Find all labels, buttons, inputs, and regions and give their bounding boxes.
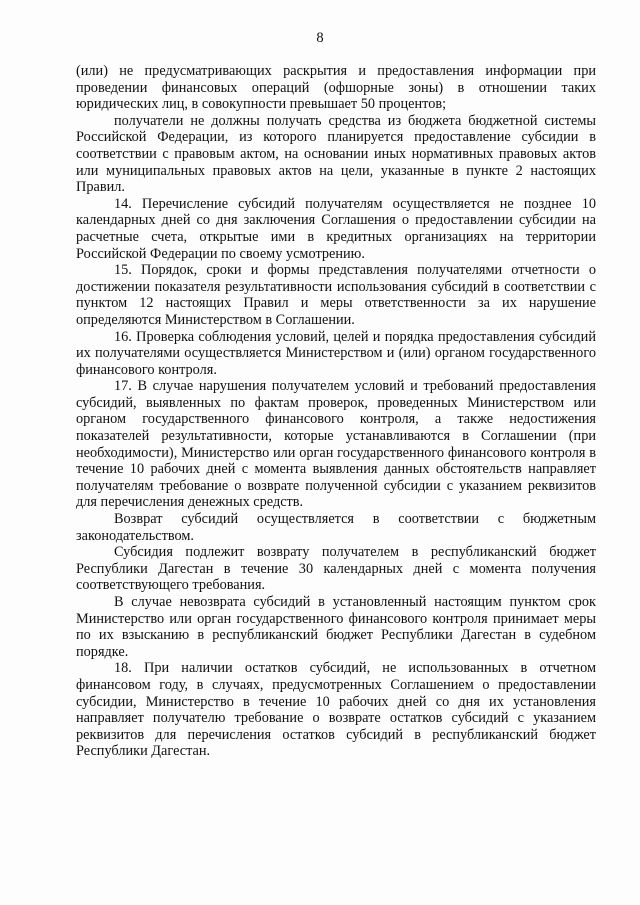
paragraph-17: 17. В случае нарушения получателем условий и требований предоставления субсидий, выявленных по фактам проверок, проведенных Министерством или органом государственного финансового контроля, а также недостижения показателей результативности, которые устанавливаются в Соглашении (при необходимости), Министерство или орган государственного финансового контроля в течение 10 рабочих дней с момента выявления данных обстоятельств направляет получателям требование о возврате полученной субсидии с указанием реквизитов для перечисления денежных средств. [76,378,596,511]
paragraph-budget-funds-condition: получатели не должны получать средства из бюджета бюджетной системы Российской Федерации, из которого планируется предоставление субсидии в соответствии с правовым актом, на основании иных нормативных правовых актов или муниципальных правовых актов на цели, указанные в пункте 2 настоящих Правил. [76,112,596,196]
paragraph-16: 16. Проверка соблюдения условий, целей и порядка предоставления субсидий их получателями осуществляется Министерством и (или) органом государственного финансового контроля. [76,328,596,378]
page-number: 8 [316,30,324,46]
paragraph-continuation-offshore: (или) не предусматривающих раскрытия и предоставления информации при проведении финансовых операций (офшорные зоны) в отношении таких юридических лиц, в совокупности превышает 50 процентов; [76,63,596,113]
paragraph-18: 18. При наличии остатков субсидий, не использованных в отчетном финансовом году, в случаях, предусмотренных Соглашением о предоставлении субсидии, Министерство в течение 10 рабочих дней со дня их установления направляет получателю требование о возврате остатков субсидий с указанием реквизитов для перечисления остатков субсидий в республиканский бюджет Республики Дагестан. [76,660,596,760]
paragraph-17-non-return: В случае невозврата субсидий в установленный настоящим пунктом срок Министерство или орган государственного финансового контроля принимает меры по их взысканию в республиканский бюджет Республики Дагестан в судебном порядке. [76,594,596,660]
paragraph-15: 15. Порядок, сроки и формы представления получателями отчетности о достижении показателя результативности использования субсидий в соответствии с пунктом 12 настоящих Правил и меры ответственности за их нарушение определяются Министерством в Соглашении. [76,262,596,328]
paragraph-14: 14. Перечисление субсидий получателям осуществляется не позднее 10 календарных дней со дня заключения Соглашения о предоставлении субсидии на расчетные счета, открытые ими в кредитных организациях на территории Российской Федерации по своему усмотрению. [76,195,596,262]
document-body [76,63,596,760]
paragraph-17-refund-deadline: Субсидия подлежит возврату получателем в республиканский бюджет Республики Дагестан в течение 30 календарных дней с момента получения соответствующего требования. [76,544,596,594]
paragraph-17-refund: Возврат субсидий осуществляется в соответствии с бюджетным законодательством. [76,511,596,544]
